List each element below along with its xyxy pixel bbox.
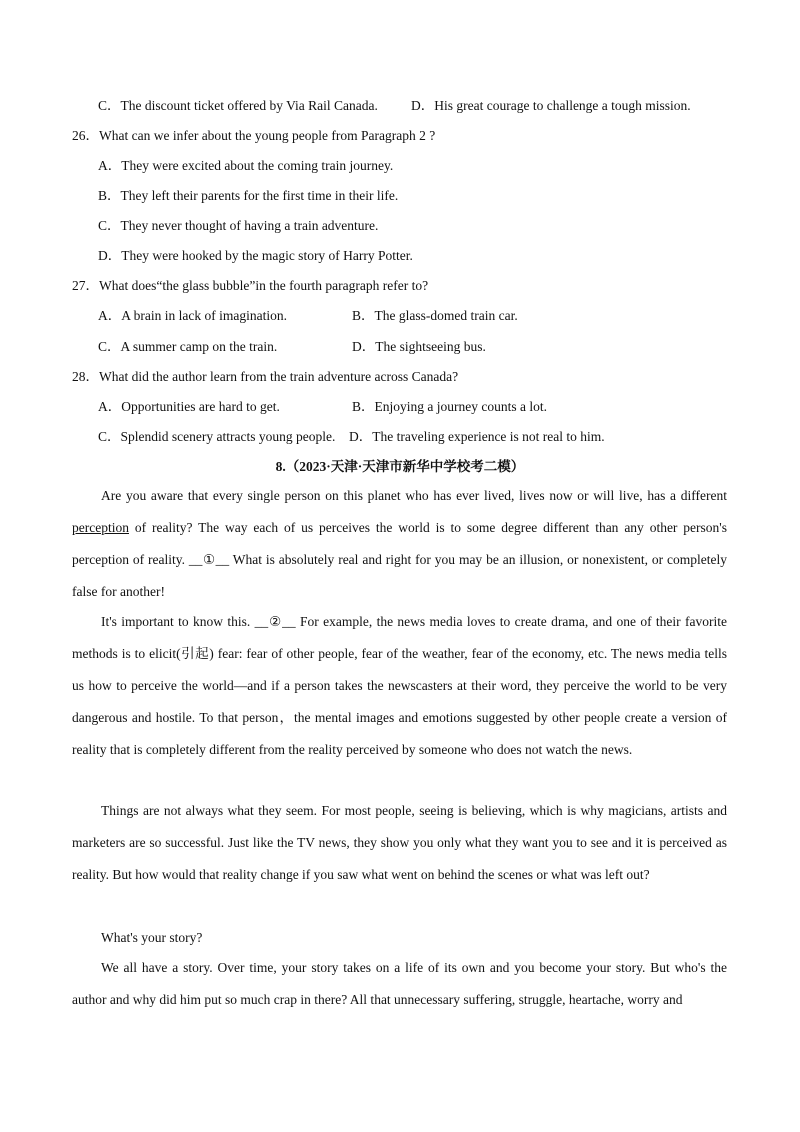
q25-option-c: C．The discount ticket offered by Via Rail Canada. — [98, 98, 378, 113]
q25-option-d: D．His great courage to challenge a tough mission. — [411, 98, 691, 113]
passage-paragraph-5: We all have a story. Over time, your story takes on a life of its own and you become your story. But who's the author and why did him put so much crap in there? All that unnecessary suffering, struggle, heartache, worry and — [72, 960, 727, 1007]
underlined-word-perception: perception — [72, 520, 129, 535]
q26-option-b: B．They left their parents for the first time in their life. — [98, 188, 399, 203]
q26-stem: 26．What can we infer about the young people from Paragraph 2 ? — [72, 128, 436, 143]
q27-stem: 27．What does“the glass bubble”in the fourth paragraph refer to? — [72, 278, 429, 293]
q27-option-d: D．The sightseeing bus. — [352, 339, 486, 354]
p1-text-start: Are you aware that every single person on this planet who has ever lived, lives now or will live, has a different — [101, 488, 727, 503]
q27-option-c: C．A summer camp on the train. — [98, 339, 278, 354]
q28-option-b: B．Enjoying a journey counts a lot. — [352, 399, 547, 414]
q27-option-b: B．The glass-domed train car. — [352, 308, 518, 323]
q26-option-d: D．They were hooked by the magic story of Harry Potter. — [98, 248, 413, 263]
passage-paragraph-1 — [72, 480, 727, 608]
q28-stem: 28．What did the author learn from the train adventure across Canada? — [72, 369, 459, 384]
q27-option-a: A．A brain in lack of imagination. — [98, 308, 287, 323]
q26-option-a: A．They were excited about the coming train journey. — [98, 158, 394, 173]
p1-text-end: of reality? The way each of us perceives the world is to some degree different than any other person's perception of reality. __①__ What is absolutely real and right for you may be an illusion, or nonexistent, or completely false for another! — [72, 520, 727, 599]
q28-option-c: C．Splendid scenery attracts young people. — [98, 429, 336, 444]
section-heading: 8.（2023·天津·天津市新华中学校考二模） — [275, 459, 525, 474]
passage-paragraph-4: What's your story? — [101, 930, 203, 945]
q28-option-d: D．The traveling experience is not real to him. — [349, 429, 605, 444]
passage-paragraph-2: It's important to know this. __②__ For example, the news media loves to create drama, and one of their favorite methods is to elicit(引起) fear: fear of other people, fear of the weather, fear of the economy, etc. The news media tells us how to perceive the world—and if a person takes the newscasters at their word, they perceive the world to be very dangerous and hostile. To that person，the mental images and emotions suggested by other people create a version of reality that is completely different from the reality perceived by someone who does not watch the news. — [72, 614, 727, 757]
q28-option-a: A．Opportunities are hard to get. — [98, 399, 280, 414]
passage-paragraph-3: Things are not always what they seem. For most people, seeing is believing, which is why magicians, artists and marketers are so successful. Just like the TV news, they show you only what they want you to see and it is perceived as reality. But how would that reality change if you saw what went on behind the scenes or what was left out? — [72, 803, 727, 882]
q26-option-c: C．They never thought of having a train adventure. — [98, 218, 379, 233]
